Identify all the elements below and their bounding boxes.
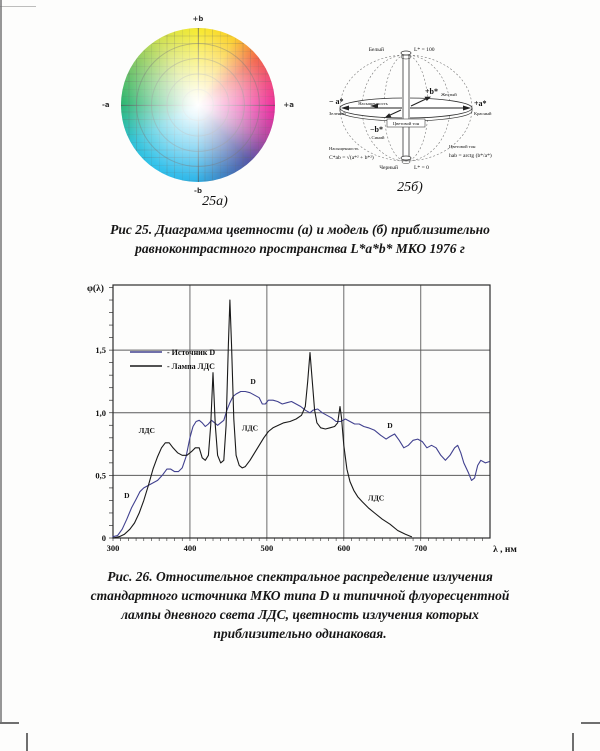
page-edge-line xyxy=(0,0,2,723)
color-wheel xyxy=(121,28,275,182)
minus-a-axis-label: − a* xyxy=(329,97,344,106)
spectral-distribution-chart xyxy=(80,275,540,560)
wheel-axis-vertical xyxy=(198,28,199,182)
wheel-axis-label-minus-b: -b xyxy=(194,187,202,195)
svg-text:600: 600 xyxy=(337,543,351,553)
svg-text:0,5: 0,5 xyxy=(95,470,106,481)
white-pole-value: L* = 100 xyxy=(414,47,435,53)
svg-text:0: 0 xyxy=(101,533,106,543)
y-axis-title: φ(λ) xyxy=(87,284,104,294)
svg-text:500: 500 xyxy=(260,543,274,553)
x-axis-title: λ , нм xyxy=(493,545,517,555)
hue-formula-title: Цветовой тон xyxy=(449,144,476,149)
figure-26-caption-line4: приблизительно одинаковая. xyxy=(213,626,387,641)
svg-text:- Лампа ЛДС: - Лампа ЛДС xyxy=(167,362,215,371)
figure-25a-label: 25а) xyxy=(202,194,228,209)
white-pole-label: Белый xyxy=(368,47,384,53)
figure-25b-label: 25б) xyxy=(397,180,423,195)
minus-b-color-name: Синий xyxy=(371,135,385,140)
svg-text:400: 400 xyxy=(183,543,197,553)
wheel-axis-label-minus-a: -a xyxy=(102,101,110,109)
wheel-axis-label-plus-a: +a xyxy=(283,101,294,109)
figure-26-caption xyxy=(30,567,570,643)
figure-25a-chromaticity-wheel xyxy=(102,15,294,195)
figure-25-caption-line2: равноконтрастного пространства L*a*b* МКО 1976 г xyxy=(135,241,465,256)
hue-box-label: Цветовой тон xyxy=(392,121,420,126)
top-scan-artifact xyxy=(0,6,36,7)
hue-formula: hab = arctg (b*/a*) xyxy=(449,153,492,159)
black-pole-label: Черный xyxy=(379,165,398,171)
wheel-axis-horizontal xyxy=(121,105,275,106)
svg-text:D: D xyxy=(387,420,393,430)
svg-text:ЛДС: ЛДС xyxy=(368,493,385,503)
minus-b-axis-label: −b* xyxy=(369,125,383,134)
wheel-ring xyxy=(151,58,245,152)
crop-mark-left-v xyxy=(26,733,28,751)
crop-mark-left-h xyxy=(0,722,19,724)
saturation-formula: C*ab = √(a*² + b*²) xyxy=(329,155,374,161)
plus-b-color-name: Желтый xyxy=(441,92,457,97)
figure-26-caption-line2: стандартного источника МКО типа D и типичной флуоресцентной xyxy=(90,588,510,603)
svg-text:D: D xyxy=(124,490,130,500)
figure-26-caption-line3: лампы дневного света ЛДС, цветность излучения которых xyxy=(121,607,479,622)
svg-text:1,5: 1,5 xyxy=(95,345,106,356)
svg-text:ЛДС: ЛДС xyxy=(138,425,155,435)
crop-mark-right-v xyxy=(572,733,574,751)
plus-a-color-name: Красный xyxy=(474,111,492,116)
svg-text:300: 300 xyxy=(106,543,120,553)
saturation-formula-title: Насыщенность xyxy=(329,146,359,151)
wheel-ring xyxy=(167,74,230,137)
svg-text:D: D xyxy=(250,376,256,386)
wheel-ring xyxy=(136,43,260,167)
crop-mark-right-h xyxy=(581,722,600,724)
wheel-ring xyxy=(182,89,214,121)
figure-25-caption xyxy=(30,220,570,258)
plus-b-axis-label: +b* xyxy=(425,87,439,96)
svg-text:ЛДС: ЛДС xyxy=(241,423,259,433)
saturation-arrow-label: Насыщенность xyxy=(358,101,388,106)
wheel-axis-label-plus-b: +b xyxy=(192,15,204,23)
plus-a-axis-label: +a* xyxy=(474,99,487,108)
black-pole-value: L* = 0 xyxy=(414,165,429,171)
figure-25b-lab-model xyxy=(328,40,504,174)
minus-a-color-name: Зеленый xyxy=(329,111,346,116)
svg-text:- Источник D: - Источник D xyxy=(167,348,216,357)
svg-text:700: 700 xyxy=(414,543,428,553)
svg-text:1,0: 1,0 xyxy=(95,407,106,418)
figure-25-caption-line1: Рис 25. Диаграмма цветности (а) и модель (б) приблизительно xyxy=(110,222,490,237)
figure-26-caption-line1: Рис. 26. Относительное спектральное распределение излучения xyxy=(107,569,493,584)
